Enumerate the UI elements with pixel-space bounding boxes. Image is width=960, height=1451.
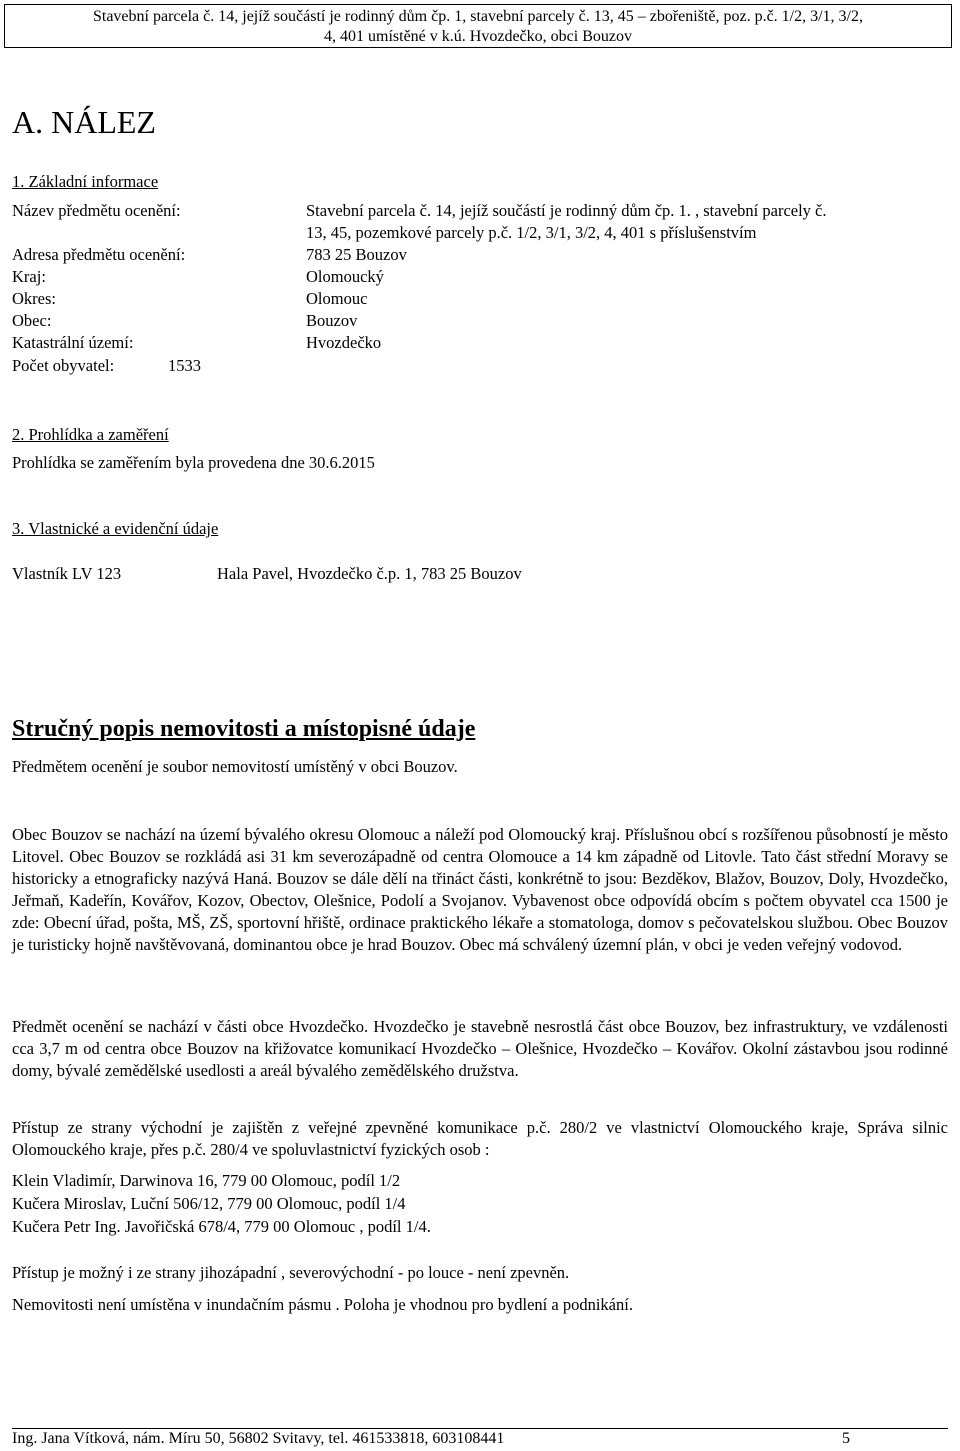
section-1-heading: 1. Základní informace — [12, 172, 159, 191]
inspection-text: Prohlídka se zaměřením byla provedena dne 30.6.2015 — [12, 453, 375, 472]
section-3-heading: 3. Vlastnické a evidenční údaje — [12, 519, 219, 538]
field-value-district: Olomouc — [306, 289, 368, 308]
description-intro: Předmětem ocenění je soubor nemovitostí umístěný v obci Bouzov. — [12, 757, 458, 776]
co-owner-3: Kučera Petr Ing. Javořičská 678/4, 779 00 Olomouc , podíl 1/4. — [12, 1217, 431, 1236]
field-label-cadastral: Katastrální území: — [12, 333, 134, 352]
field-label-address: Adresa předmětu ocenění: — [12, 245, 186, 264]
field-value-cadastral: Hvozdečko — [306, 333, 382, 352]
owner-label: Vlastník LV 123 — [12, 564, 122, 583]
field-value-subject-cont: 13, 45, pozemkové parcely p.č. 1/2, 3/1, 3/2, 4, 401 s příslušenstvím — [306, 223, 757, 242]
field-label-population: Počet obyvatel: — [12, 356, 115, 375]
paragraph-access: Přístup ze strany východní je zajištěn z veřejné zpevněné komunikace p.č. 280/2 ve vlastnictví Olomouckého kraje, Správa silnic Olomouckého kraje, přes p.č. 280/4 ve spoluvlastnictví fyzických osob : — [12, 1118, 948, 1159]
header-line-2: 4, 401 umístěné v k.ú. Hvozdečko, obci Bouzov — [324, 28, 632, 45]
paragraph-location: Předmět ocenění se nachází v části obce Hvozdečko. Hvozdečko je stavebně nesrostlá část obce Bouzov, bez infrastruktury, ve vzdálenosti cca 3,7 m od centra obce Bouzov na křižovatce komunikací Hvozdečko – Olešnice, Hvozdečko – Kovářov. Okolní zástavbou jsou rodinné domy, bývalé zemědělské usedlosti a areál bývalého zemědělského družstva. — [12, 1017, 948, 1080]
paragraph-municipality: Obec Bouzov se nachází na území bývalého okresu Olomouc a náleží pod Olomoucký kraj. Příslušnou obcí s rozšířenou působností je město Litovel. Obec Bouzov se rozkládá asi 31 km severozápadně od centra Olomouce a 14 km západně od Litovle. Tato část střední Moravy se historicky a etnograficky nazývá Haná. Bouzov se dále dělí na třináct části, konkrétně to jsou: Bezděkov, Blažov, Bouzov, Doly, Hvozdečko, Jeřmaň, Kadeřín, Kovářov, Kozov, Obectov, Olešnice, Podolí a Svojanov. Vybavenost obce odpovídá obcím s počtem obyvatel cca 1500 je zde: Obecní úřad, pošta, MŠ, ZŠ, sportovní hřiště, ordinace praktického lékaře a stomatologa, domov s pečovatelskou službou. Obec Bouzov je turisticky hojně navštěvovaná, dominantou obce je hrad Bouzov. Obec má schválený územní plán, v obci je veden veřejný vodovod. — [12, 825, 948, 954]
field-value-subject: Stavební parcela č. 14, jejíž součástí je rodinný dům čp. 1. , stavební parcely č. — [306, 201, 827, 220]
field-label-region: Kraj: — [12, 267, 46, 286]
page-number: 5 — [842, 1430, 850, 1447]
co-owner-2: Kučera Miroslav, Luční 506/12, 779 00 Olomouc, podíl 1/4 — [12, 1194, 406, 1213]
field-value-region: Olomoucký — [306, 267, 384, 286]
field-label-district: Okres: — [12, 289, 56, 308]
section-2-heading: 2. Prohlídka a zaměření — [12, 425, 169, 444]
footer-divider — [12, 1428, 948, 1429]
footer-text: Ing. Jana Vítková, nám. Míru 50, 56802 Svitavy, tel. 461533818, 603108441 — [12, 1430, 505, 1447]
field-label-municipality: Obec: — [12, 311, 52, 330]
field-value-population: 1533 — [168, 356, 201, 375]
co-owner-1: Klein Vladimír, Darwinova 16, 779 00 Olomouc, podíl 1/2 — [12, 1171, 401, 1190]
field-value-municipality: Bouzov — [306, 311, 358, 330]
field-label-subject: Název předmětu ocenění: — [12, 201, 181, 220]
page-header — [4, 4, 952, 48]
owner-value: Hala Pavel, Hvozdečko č.p. 1, 783 25 Bouzov — [217, 564, 522, 583]
header-line-1: Stavební parcela č. 14, jejíž součástí je rodinný dům čp. 1, stavební parcely č. 13, 45 – zbořeniště, poz. p.č. 1/2, 3/1, 3/2, — [92, 8, 863, 25]
paragraph-access-alt: Přístup je možný i ze strany jihozápadní , severovýchodní - po louce - není zpevněn. — [12, 1263, 570, 1282]
document-title: A. NÁLEZ — [12, 104, 156, 140]
description-heading: Stručný popis nemovitosti a místopisné údaje — [12, 716, 476, 742]
field-value-address: 783 25 Bouzov — [306, 245, 407, 264]
paragraph-flood: Nemovitosti není umístěna v inundačním pásmu . Poloha je vhodnou pro bydlení a podnikání. — [12, 1295, 633, 1314]
